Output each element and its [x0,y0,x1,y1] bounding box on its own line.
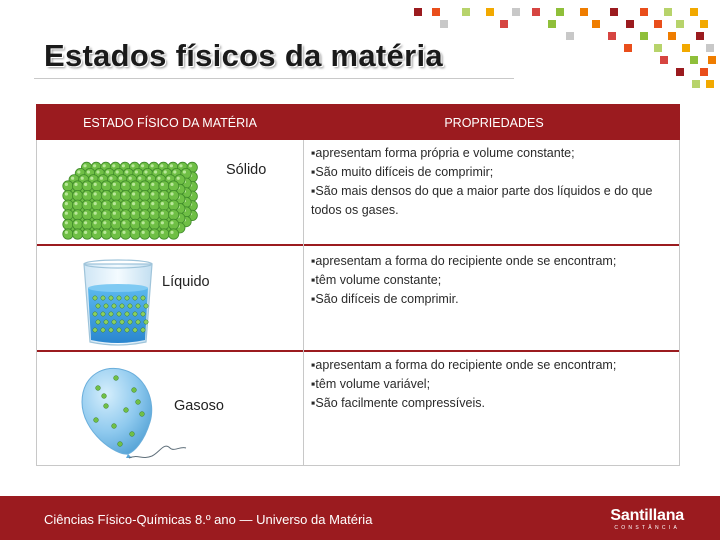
slide-title: Estados físicos da matéria [44,38,443,73]
column-divider [303,140,304,466]
property-item: ▪São mais densos do que a maior parte dos líquidos e do que todos os gases. [311,184,653,217]
table-row-solid [36,140,680,244]
title-rule [34,78,514,79]
table-header [36,104,680,140]
brand-name: Santillana [610,507,684,524]
solid-cube-icon [58,156,214,240]
properties-liquid [311,252,673,309]
table-border-right [679,140,680,466]
property-item: ▪têm volume variável; [311,377,431,391]
property-item: ▪São muito difíceis de comprimir; [311,165,494,179]
property-item: ▪apresentam forma própria e volume constante; [311,146,575,160]
property-item: ▪apresentam a forma do recipiente onde se encontram; [311,254,617,268]
state-label-liquid: Líquido [162,274,210,290]
properties-gas [311,356,673,413]
property-item: ▪apresentam a forma do recipiente onde se encontram; [311,358,617,372]
property-item: ▪São facilmente compressíveis. [311,396,485,410]
states-table [36,104,680,466]
publisher-logo [610,507,684,532]
footer-text: Ciências Físico-Químicas 8.º ano — Universo da Matéria [44,512,373,527]
header-state: ESTADO FÍSICO DA MATÉRIA [83,116,257,130]
balloon-icon [76,362,196,466]
properties-solid [311,144,673,220]
footer-bar [0,496,720,540]
table-row-liquid [36,246,680,350]
brand-sub: CONSTÂNCIA [614,525,681,531]
property-item: ▪São difíceis de comprimir. [311,292,459,306]
state-label-solid: Sólido [226,162,267,178]
table-border-left [36,140,37,466]
table-row-gas [36,352,680,465]
glass-of-water-icon [80,258,156,348]
property-item: ▪têm volume constante; [311,273,442,287]
state-label-gas: Gasoso [174,398,224,414]
header-properties: PROPRIEDADES [444,116,544,130]
table-border-bottom [36,465,680,466]
